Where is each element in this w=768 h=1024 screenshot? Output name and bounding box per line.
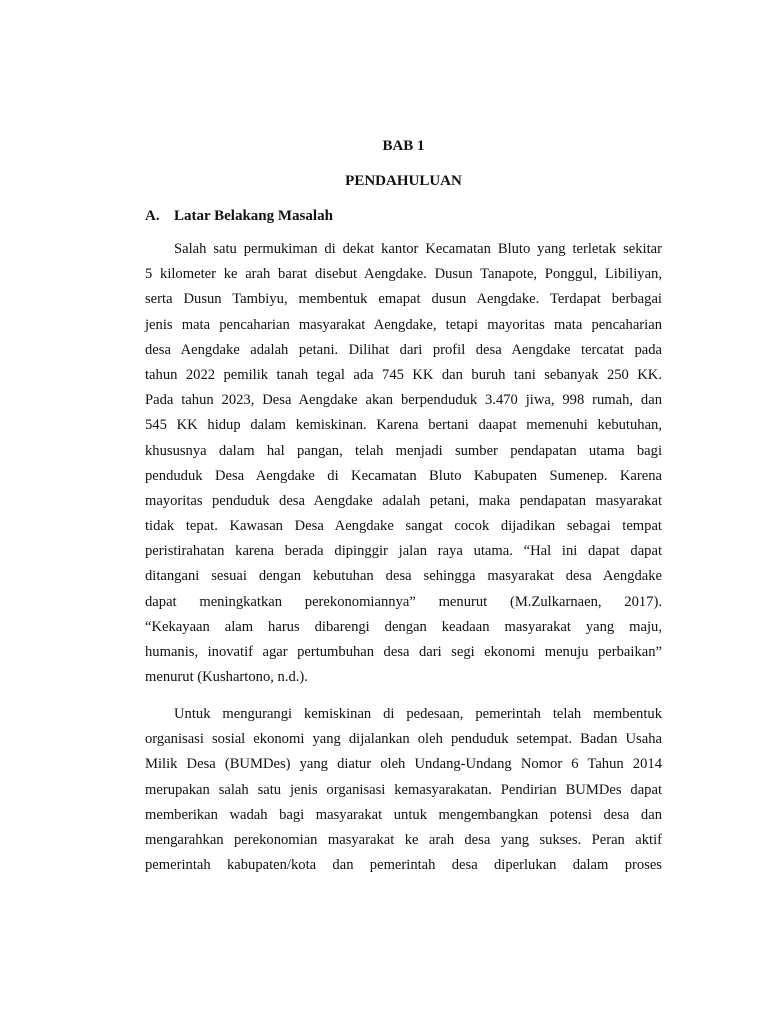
paragraph-line: dapat meningkatkan perekonomiannya” menurut (M.Zulkarnaen, 2017).: [145, 593, 662, 610]
paragraph-line: pemerintah kabupaten/kota dan pemerintah desa diperlukan dalam proses: [145, 857, 662, 874]
paragraph-line: serta Dusun Tambiyu, membentuk emapat dusun Aengdake. Terdapat berbagai: [145, 291, 662, 308]
chapter-number: BAB 1: [382, 138, 425, 154]
paragraph-line: mayoritas penduduk desa Aengdake adalah petani, maka pendapatan masyarakat: [145, 492, 662, 509]
paragraph-line: organisasi sosial ekonomi yang dijalankan oleh penduduk setempat. Badan Usaha: [145, 731, 662, 748]
paragraph-line: merupakan salah satu jenis organisasi kemasyarakatan. Pendirian BUMDes dapat: [145, 781, 662, 798]
paragraph-line: khususnya dalam hal pangan, telah menjadi sumber pendapatan utama bagi: [145, 442, 662, 459]
paragraph-line: “Kekayaan alam harus dibarengi dengan keadaan masyarakat yang maju,: [145, 618, 662, 635]
paragraph-line: 545 KK hidup dalam kemiskinan. Karena bertani daapat memenuhi kebutuhan,: [145, 417, 662, 434]
paragraph-line: desa Aengdake adalah petani. Dilihat dari profil desa Aengdake tercatat pada: [145, 341, 662, 358]
section-marker: A.: [145, 208, 160, 224]
paragraph-line: tahun 2022 pemilik tanah tegal ada 745 KK dan buruh tani sebanyak 250 KK.: [145, 366, 662, 383]
paragraph-line: ditangani sesuai dengan kebutuhan desa sehingga masyarakat desa Aengdake: [145, 568, 662, 585]
paragraph-line: memberikan wadah bagi masyarakat untuk mengembangkan potensi desa dan: [145, 806, 662, 823]
section-title: Latar Belakang Masalah: [174, 208, 333, 224]
paragraph-line: Untuk mengurangi kemiskinan di pedesaan, pemerintah telah membentuk: [174, 706, 662, 722]
section-heading: [145, 206, 662, 226]
paragraph-line: Milik Desa (BUMDes) yang diatur oleh Undang-Undang Nomor 6 Tahun 2014: [145, 756, 662, 773]
paragraph-1: [145, 237, 662, 690]
paragraph-line: Salah satu permukiman di dekat kantor Kecamatan Bluto yang terletak sekitar: [174, 241, 662, 257]
paragraph-2: [145, 702, 662, 878]
paragraph-line: penduduk Desa Aengdake di Kecamatan Bluto Kabupaten Sumenep. Karena: [145, 467, 662, 484]
paragraph-line: Pada tahun 2023, Desa Aengdake akan berpenduduk 3.470 jiwa, 998 rumah, dan: [145, 392, 662, 409]
paragraph-line: humanis, inovatif agar pertumbuhan desa dari segi ekonomi menuju perbaikan”: [145, 644, 662, 660]
paragraph-line: menurut (Kushartono, n.d.).: [145, 669, 308, 686]
paragraph-line: 5 kilometer ke arah barat disebut Aengdake. Dusun Tanapote, Ponggul, Libiliyan,: [145, 266, 662, 283]
paragraph-line: mengarahkan perekonomian masyarakat ke arah desa yang sukses. Peran aktif: [145, 831, 662, 848]
paragraph-line: peristirahatan karena berada dipinggir jalan raya utama. “Hal ini dapat dapat: [145, 543, 662, 560]
paragraph-line: jenis mata pencaharian masyarakat Aengdake, tetapi mayoritas mata pencaharian: [145, 316, 662, 333]
chapter-title: PENDAHULUAN: [345, 173, 462, 189]
paragraph-line: tidak tepat. Kawasan Desa Aengdake sangat cocok dijadikan sebagai tempat: [145, 518, 662, 535]
